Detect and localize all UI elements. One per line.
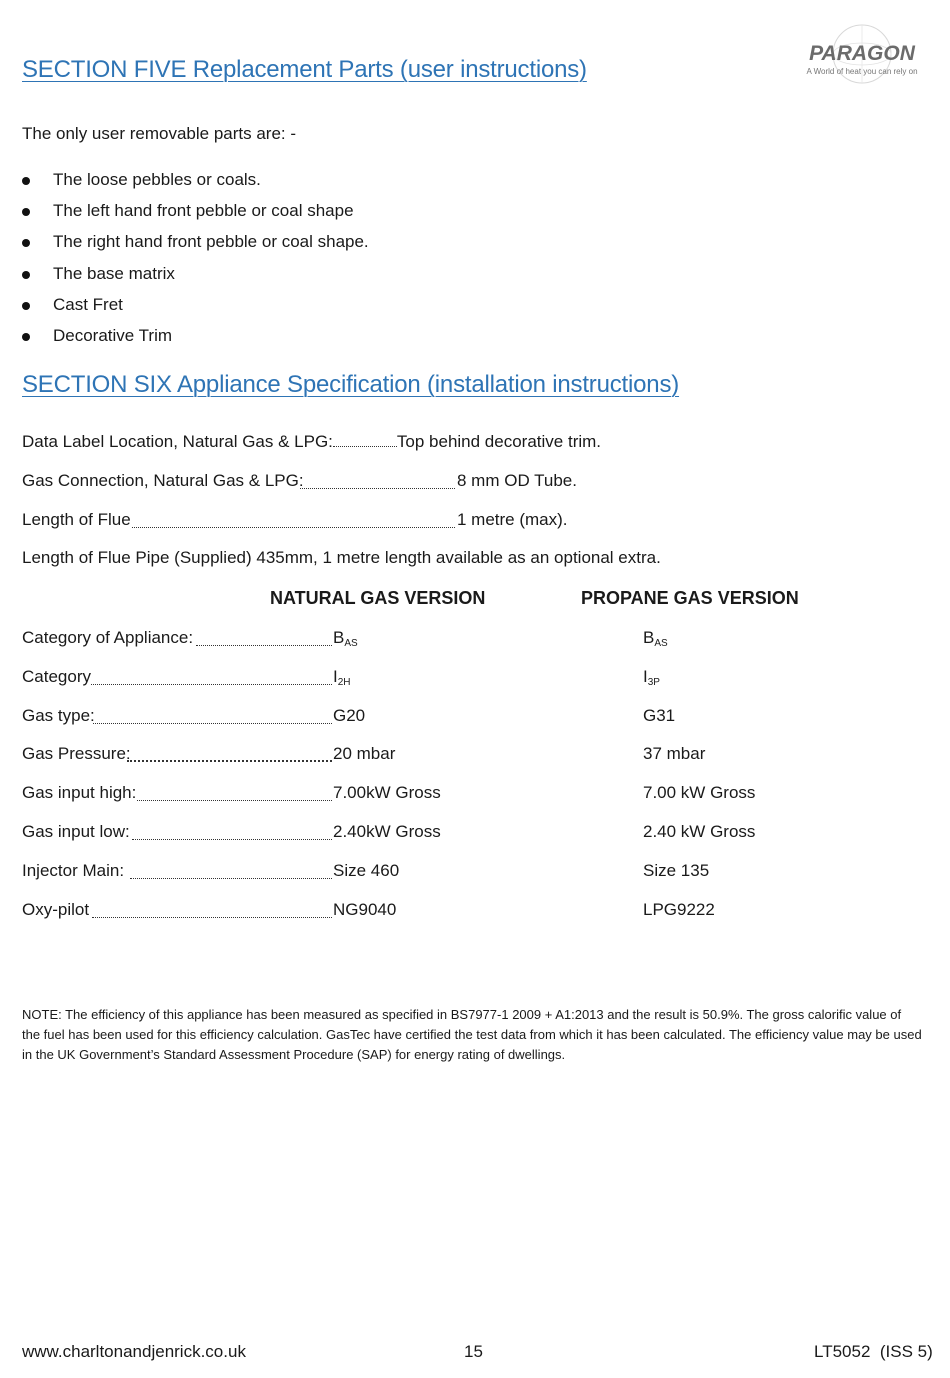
- spec-row-label: Oxy-pilot: [22, 900, 90, 919]
- spec-row-label: Category: [22, 667, 91, 686]
- bullet-icon: [22, 302, 30, 310]
- leader-dots: [132, 825, 332, 840]
- spec-propane-value: 37 mbar: [643, 744, 706, 763]
- page-number: 15: [464, 1342, 483, 1361]
- section-five-heading: SECTION FIVE Replacement Parts (user instructions): [22, 56, 587, 83]
- spec-propane-value: 7.00 kW Gross: [643, 783, 756, 802]
- flue-pipe-text: Length of Flue Pipe (Supplied) 435mm, 1 metre length available as an optional extra.: [22, 548, 661, 567]
- spec-row-label: Injector Main:: [22, 861, 125, 880]
- spec-propane-value: 2.40 kW Gross: [643, 822, 756, 841]
- leader-dots: [127, 746, 332, 762]
- gas-connection-label: Gas Connection, Natural Gas & LPG:: [22, 471, 304, 490]
- footer-website: www.charltonandjenrick.co.uk: [22, 1342, 246, 1361]
- logo-tagline: A World of heat you can rely on: [806, 67, 918, 76]
- leader-dots: [91, 670, 332, 685]
- spec-natural-value: I2H: [333, 667, 351, 688]
- spec-propane-value: Size 135: [643, 861, 710, 880]
- leader-dots: [300, 474, 455, 489]
- leader-dots: [137, 786, 332, 801]
- leader-dots: [92, 903, 332, 918]
- flue-length-value: 1 metre (max).: [457, 510, 568, 529]
- spec-natural-value: 20 mbar: [333, 744, 396, 763]
- section-six-heading: SECTION SIX Appliance Specification (installation instructions): [22, 371, 680, 398]
- spec-row-label: Category of Appliance:: [22, 628, 194, 647]
- spec-propane-value: G31: [643, 706, 676, 725]
- leader-dots: [333, 432, 397, 447]
- spec-natural-value: G20: [333, 706, 366, 725]
- spec-row-label: Gas input high:: [22, 783, 137, 802]
- propane-gas-column-heading: PROPANE GAS VERSION: [581, 588, 799, 608]
- data-label-location-value: Top behind decorative trim.: [396, 432, 602, 451]
- bullet-icon: [22, 208, 30, 216]
- bullet-icon: [22, 333, 30, 341]
- spec-propane-value: LPG9222: [643, 900, 715, 919]
- flue-length-label: Length of Flue: [22, 510, 131, 529]
- data-label-location-row: [22, 432, 601, 452]
- bullet-icon: [22, 271, 30, 279]
- leader-dots: [130, 864, 332, 879]
- leader-dots: [93, 709, 332, 724]
- gas-connection-row: [22, 471, 304, 491]
- spec-natural-value: 7.00kW Gross: [333, 783, 441, 802]
- spec-natural-value: NG9040: [333, 900, 397, 919]
- gas-connection-value: 8 mm OD Tube.: [457, 471, 577, 490]
- leader-dots: [132, 513, 455, 528]
- bullet-icon: [22, 239, 30, 247]
- leader-dots: [196, 631, 332, 646]
- spec-row-label: Gas Pressure:: [22, 744, 131, 763]
- document-reference: LT5052 (ISS 5): [814, 1342, 933, 1361]
- paragon-logo: [798, 24, 926, 86]
- spec-row-label: Gas input low:: [22, 822, 130, 841]
- bullet-icon: [22, 177, 30, 185]
- spec-propane-value: I3P: [643, 667, 660, 688]
- efficiency-note: NOTE: The efficiency of this appliance has been measured as specified in BS7977-1 2009 + A1:2013 and the result is 50.9%. The gross calorific value of the fuel has been used for this efficiency calculation. GasTec have certified the test data from which it has been calculated. The efficiency value may be used in the UK Government’s Standard Assessment Procedure (SAP) for energy rating of dwellings.: [22, 1007, 922, 1062]
- natural-gas-column-heading: NATURAL GAS VERSION: [270, 588, 486, 608]
- data-label-location-label: Data Label Location, Natural Gas & LPG:: [22, 432, 333, 451]
- spec-propane-value: BAS: [643, 628, 668, 649]
- logo-brand: PARAGON: [809, 42, 915, 65]
- spec-natural-value: 2.40kW Gross: [333, 822, 441, 841]
- section-five-intro: The only user removable parts are: -: [22, 124, 297, 143]
- spec-natural-value: Size 460: [333, 861, 400, 880]
- spec-natural-value: BAS: [333, 628, 358, 649]
- spec-row-label: Gas type:: [22, 706, 95, 725]
